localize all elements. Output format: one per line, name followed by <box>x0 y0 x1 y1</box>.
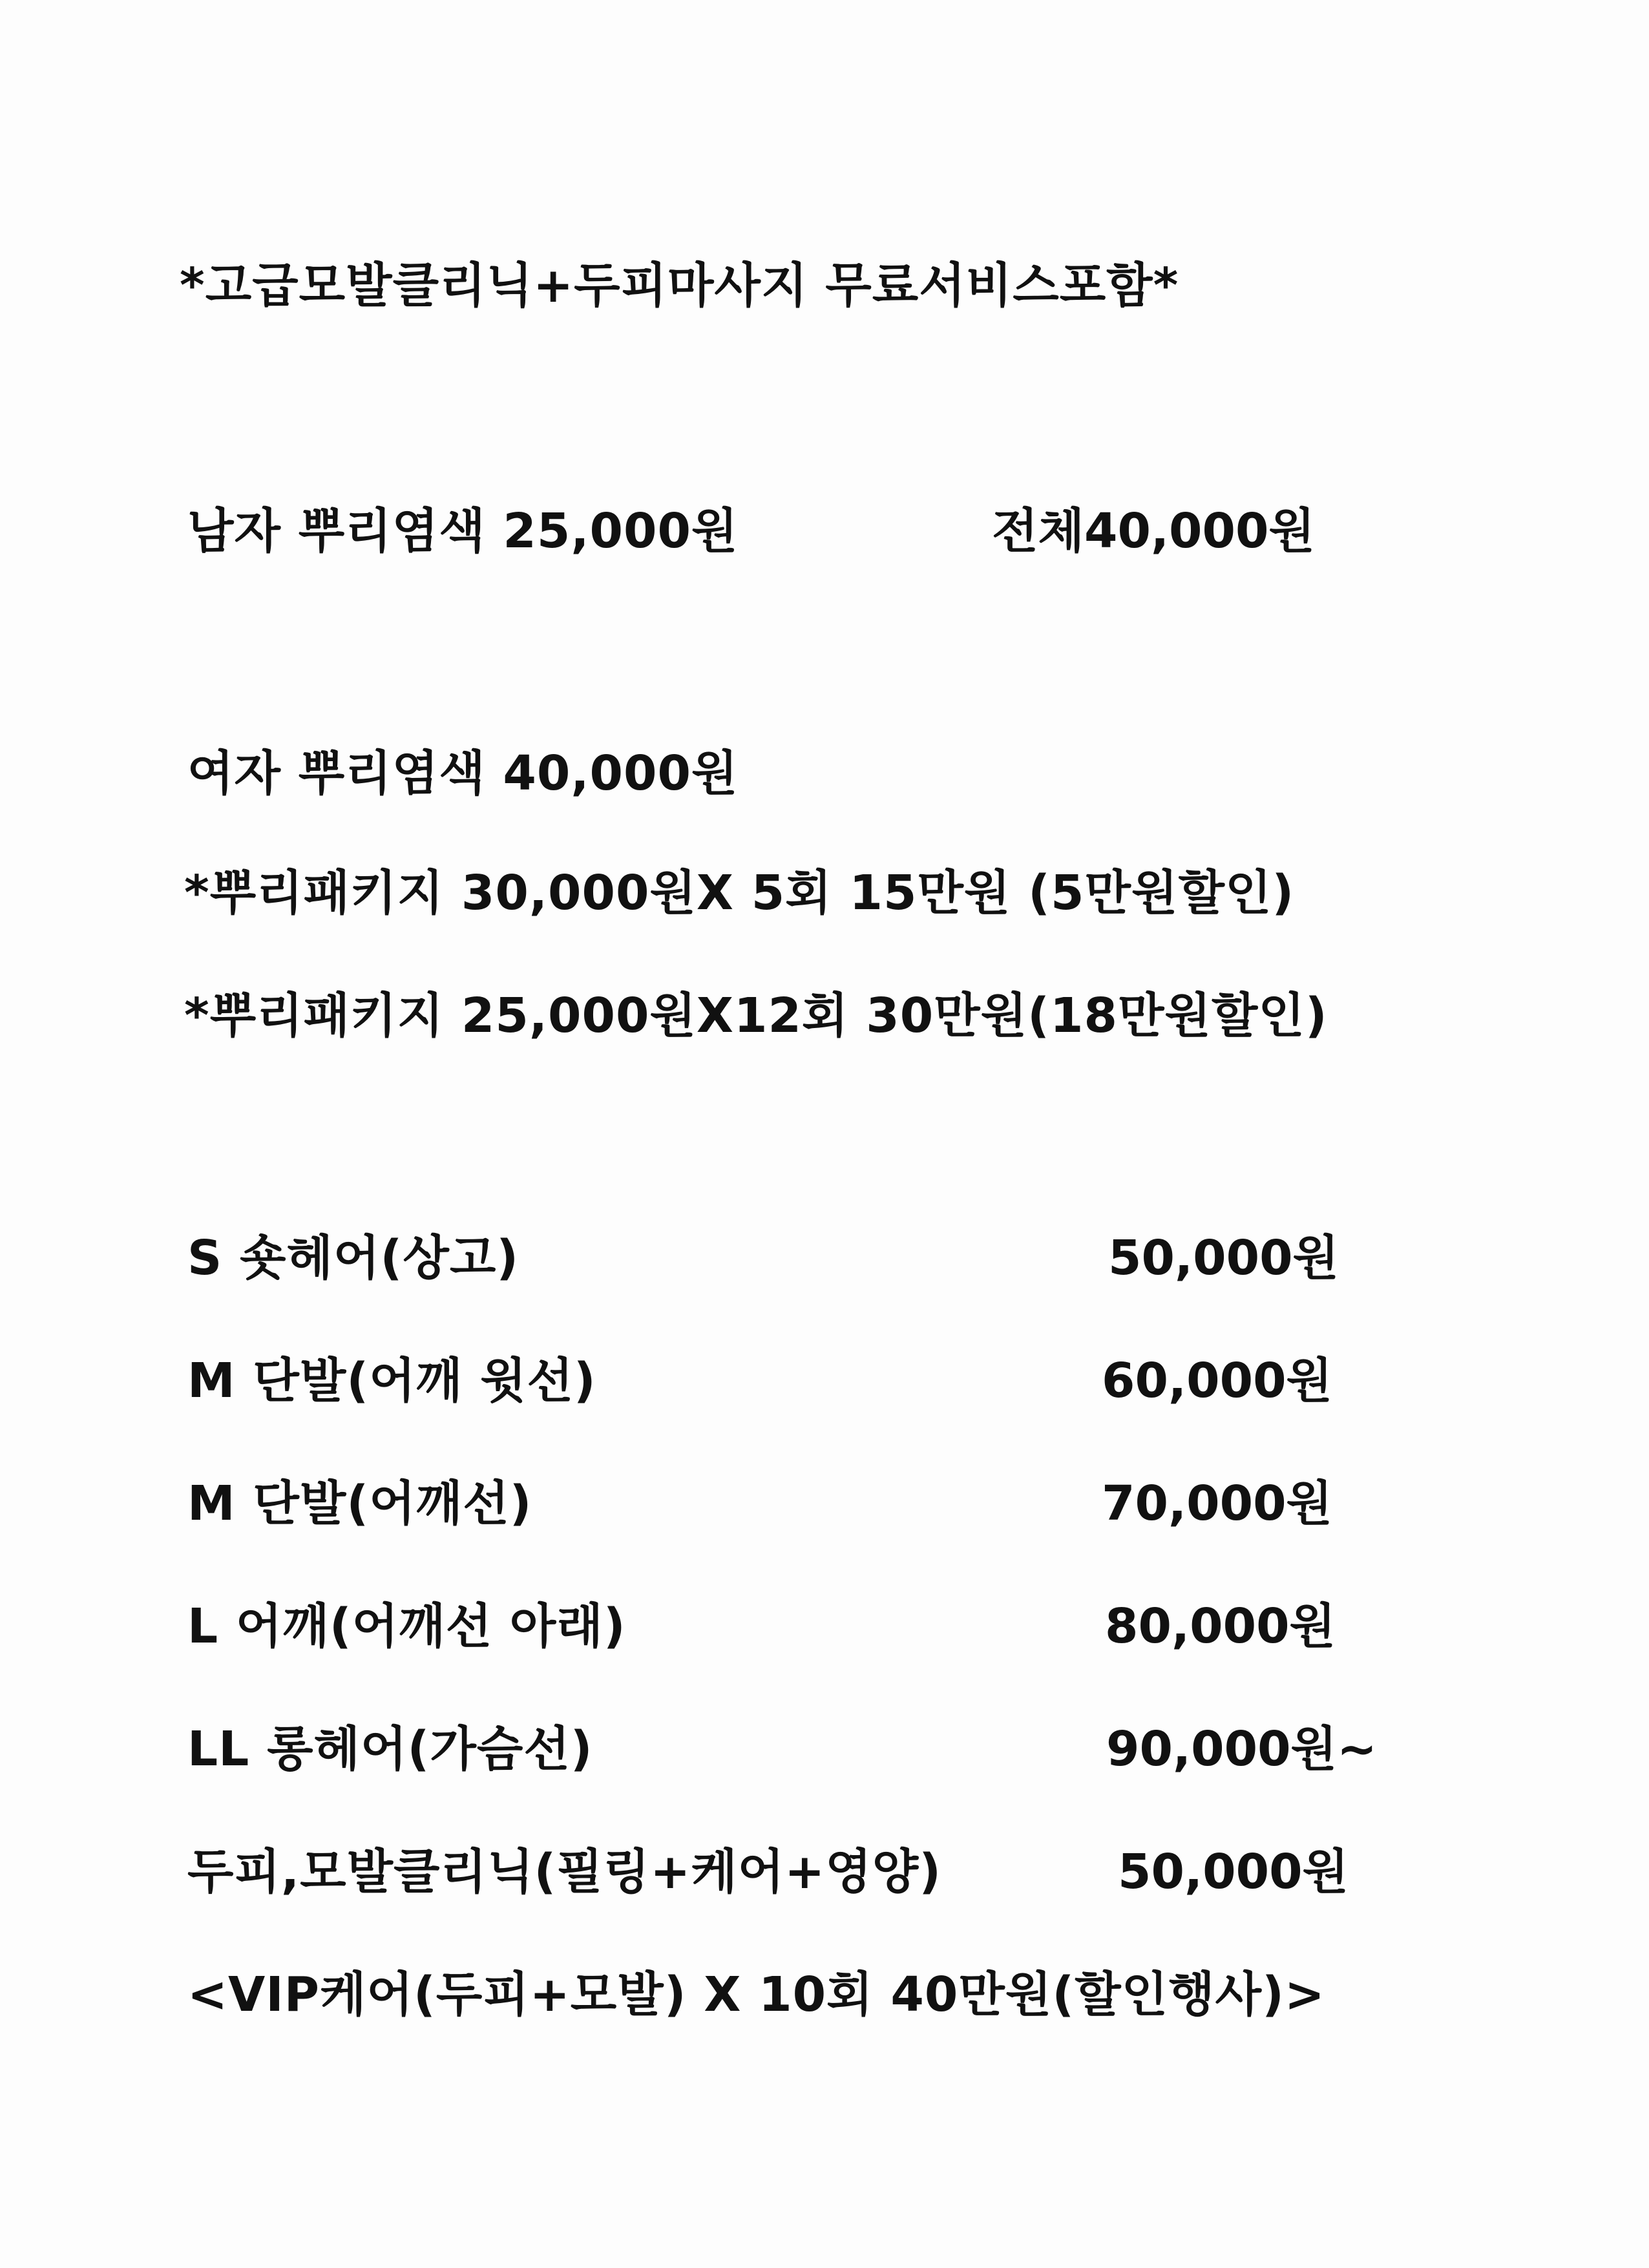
root-package-1: *뿌리패키지 30,000원X 5회 15만원 (5만원할인) <box>184 865 1295 921</box>
service-row-s-price: 50,000원 <box>1108 1230 1339 1286</box>
service-row-l-price: 80,000원 <box>1105 1599 1336 1654</box>
root-package-2: *뿌리패키지 25,000원X12회 30만원(18만원할인) <box>184 988 1328 1044</box>
service-row-s-label: S 숏헤어(상고) <box>187 1230 520 1286</box>
header-free-service: *고급모발클리닉+두피마사지 무료서비스포함* <box>180 258 1179 313</box>
women-root-dye: 여자 뿌리염색 40,000원 <box>187 746 739 801</box>
service-row-ll-label: LL 롱헤어(가슴선) <box>187 1721 593 1777</box>
service-row-m1-label: M 단발(어깨 윗선) <box>187 1353 596 1409</box>
service-row-clinic-price: 50,000원 <box>1118 1844 1349 1900</box>
service-row-m1-price: 60,000원 <box>1102 1353 1333 1409</box>
service-row-m2-label: M 단발(어깨선) <box>187 1476 532 1531</box>
men-full-dye-price: 전체40,000원 <box>992 503 1316 559</box>
service-row-clinic-label: 두피,모발클리닉(필링+케어+영양) <box>187 1844 942 1900</box>
service-row-l-label: L 어깨(어깨선 아래) <box>187 1599 626 1654</box>
service-row-m2-price: 70,000원 <box>1102 1476 1333 1531</box>
men-root-dye: 남자 뿌리염색 25,000원 <box>187 503 739 559</box>
service-row-ll-price: 90,000원~ <box>1106 1721 1378 1777</box>
vip-care-offer: <VIP케어(두피+모발) X 10회 40만원(할인행사)> <box>187 1967 1325 2022</box>
